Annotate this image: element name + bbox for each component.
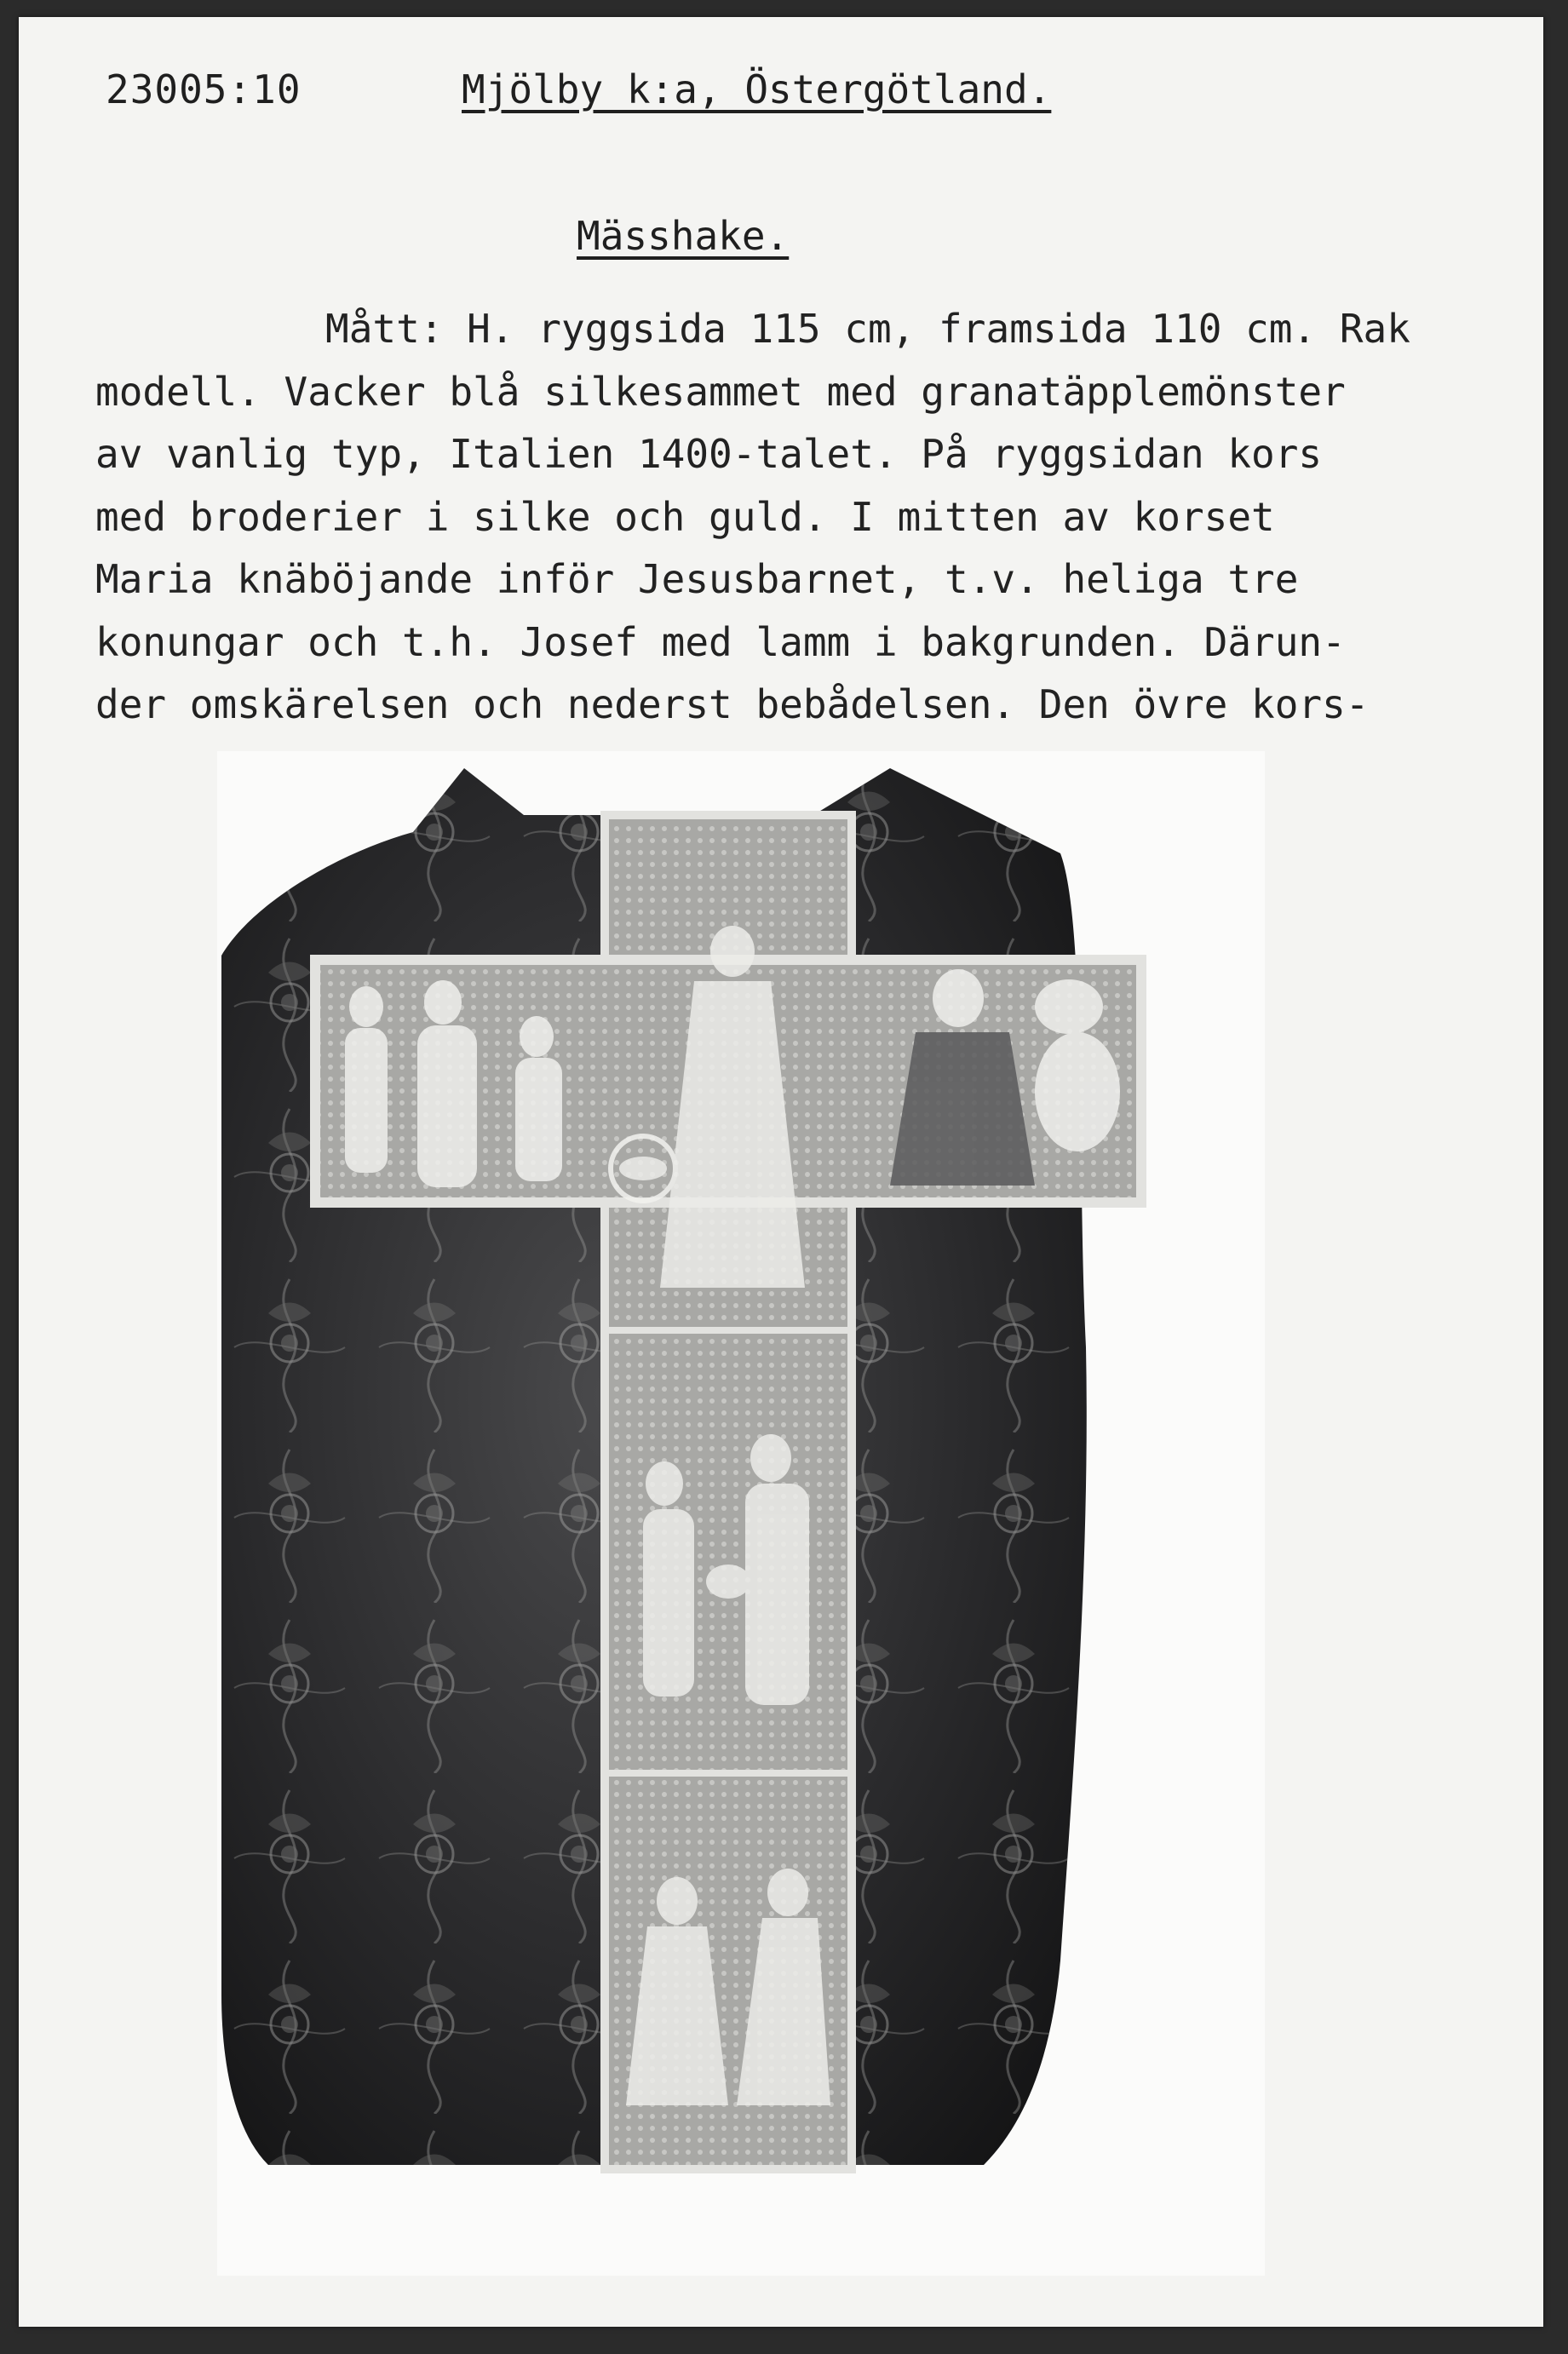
description-line: med broderier i silke och guld. I mitten av korset [95, 493, 1275, 540]
description-text [95, 298, 1543, 737]
description-line: Mått: H. ryggsida 115 cm, framsida 110 cm. Rak [325, 306, 1410, 352]
description-line: der omskärelsen och nederst bebådelsen. Den övre kors- [95, 681, 1370, 727]
catalog-number: 23005:10 [106, 66, 302, 112]
chasuble-illustration [217, 751, 1265, 2276]
archive-card [19, 17, 1543, 2327]
location-heading: Mjölby k:a, Östergötland. [462, 66, 1052, 112]
description-line: Maria knäböjande inför Jesusbarnet, t.v. heliga tre [95, 556, 1299, 602]
chasuble-photo [217, 751, 1265, 2276]
description-line: av vanlig typ, Italien 1400-talet. På ryggsidan kors [95, 431, 1323, 477]
object-title: Mässhake. [577, 213, 790, 259]
description-line: konungar och t.h. Josef med lamm i bakgrunden. Därun- [95, 618, 1346, 665]
description-line: modell. Vacker blå silkesammet med granatäpplemönster [95, 368, 1346, 415]
